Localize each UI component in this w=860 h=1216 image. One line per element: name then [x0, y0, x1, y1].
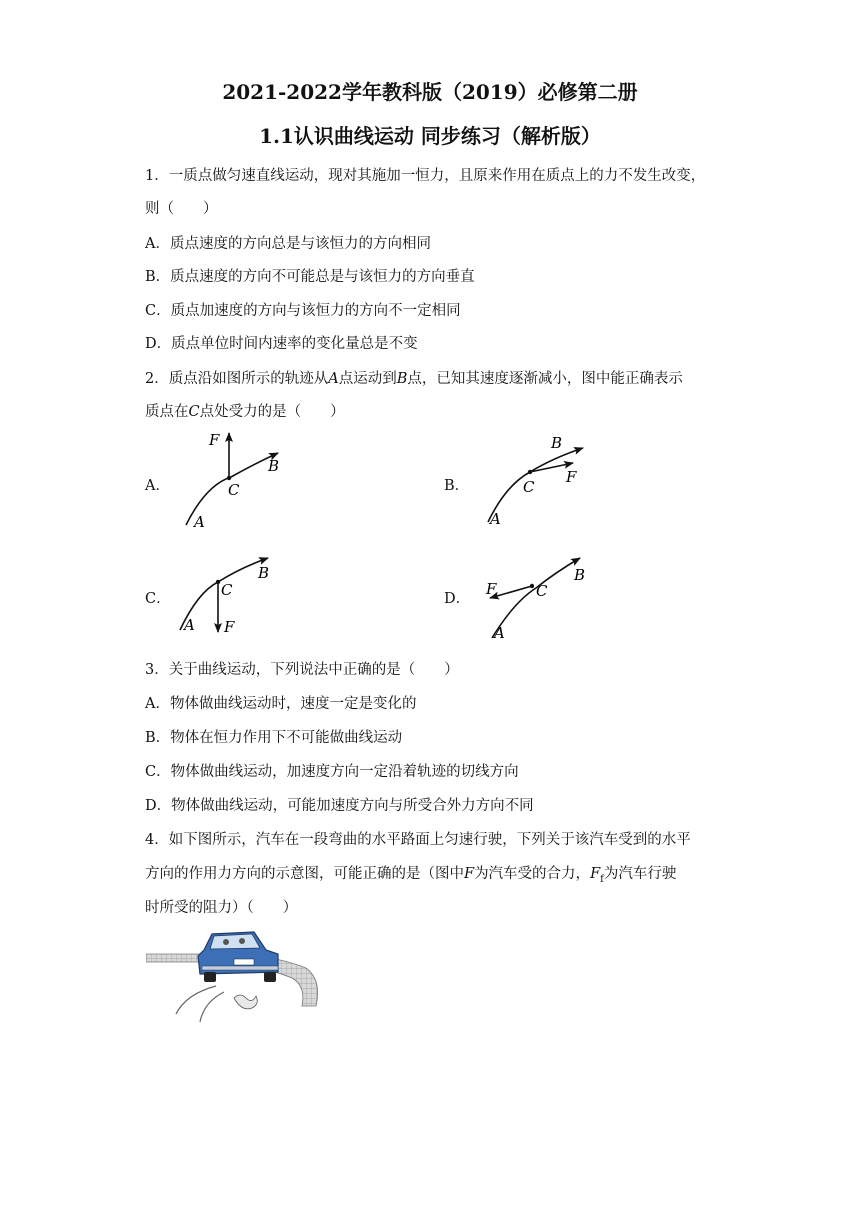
q1-option-b: B．质点速度的方向不可能总是与该恒力的方向垂直	[145, 269, 475, 285]
car-road-illustration	[146, 928, 322, 1028]
q1-option-c: C．质点加速度的方向与该恒力的方向不一定相同	[145, 303, 461, 319]
doc-title: 2021-2022学年教科版（2019）必修第二册	[222, 80, 638, 104]
q2-var-b: B	[396, 371, 408, 387]
q2-stem-text: 点处受力的是（ ）	[199, 404, 345, 420]
label-c: C	[221, 581, 233, 599]
car-icon	[198, 932, 278, 982]
q1-option-d: D．质点单位时间内速率的变化量总是不变	[145, 336, 418, 352]
point-c	[530, 584, 534, 588]
label-c: C	[228, 481, 240, 499]
q4-var-ff: F	[590, 866, 601, 882]
q4-stem-text: 为汽车行驶	[603, 866, 677, 882]
q3-option-a: A．物体做曲线运动时，速度一定是变化的	[145, 696, 417, 712]
q4-stem-line2	[145, 862, 676, 885]
q2-figure-d	[484, 550, 604, 642]
q2-figure-b	[478, 430, 598, 535]
q2-stem-text: 2．质点沿如图所示的轨迹从	[145, 371, 329, 387]
q4-stem-text: 为汽车受的合力，	[474, 866, 591, 882]
q1-stem-line1: 1．一质点做匀速直线运动，现对其施加一恒力，且原来作用在质点上的力不发生改变，	[145, 168, 706, 184]
q2-option-d-label: D．	[444, 591, 471, 607]
point-c	[528, 470, 532, 474]
point-c	[227, 476, 231, 480]
q4-var-ff-sub: f	[600, 873, 604, 885]
q4-stem-line1: 4．如下图所示，汽车在一段弯曲的水平路面上匀速行驶，下列关于该汽车受到的水平	[145, 832, 691, 848]
q3-option-c: C．物体做曲线运动，加速度方向一定沿着轨迹的切线方向	[145, 764, 519, 780]
q3-option-b: B．物体在恒力作用下不可能做曲线运动	[145, 730, 403, 746]
doc-subtitle: 1.1认识曲线运动 同步练习（解析版）	[259, 124, 601, 148]
q2-option-c-label: C．	[145, 591, 171, 607]
q2-stem-line1	[145, 367, 683, 388]
q2-stem-line2	[145, 400, 345, 421]
q2-stem-text: 点运动到	[338, 371, 397, 387]
label-c: C	[523, 478, 535, 496]
q2-option-a-label: A．	[145, 478, 170, 494]
label-c: C	[536, 582, 548, 600]
label-f: F	[566, 468, 577, 486]
q3-option-d: D．物体做曲线运动，可能加速度方向与所受合外力方向不同	[145, 798, 534, 814]
label-f: F	[209, 431, 220, 449]
label-a: A	[494, 624, 505, 642]
q2-stem-text: 质点在	[145, 404, 189, 420]
q4-var-f: F	[464, 866, 475, 882]
q2-figure-a	[176, 425, 296, 535]
q4-stem-line3: 时所受的阻力）（ ）	[145, 900, 298, 916]
dust-cloud	[234, 995, 257, 1009]
q1-option-a: A．质点速度的方向总是与该恒力的方向相同	[145, 236, 431, 252]
q2-option-b-label: B．	[444, 478, 470, 494]
label-f: F	[224, 618, 235, 636]
label-f: F	[486, 580, 497, 598]
q1-stem-line2: 则（ ）	[145, 201, 218, 217]
tire-tracks	[176, 986, 224, 1022]
label-a: A	[194, 513, 205, 531]
label-b: B	[574, 566, 586, 584]
q2-stem-text: 点，已知其速度逐渐减小，图中能正确表示	[407, 371, 683, 387]
label-b: B	[268, 457, 280, 475]
q2-var-a: A	[328, 371, 339, 387]
label-a: A	[490, 510, 501, 528]
q4-stem-text: 方向的作用力方向的示意图，可能正确的是（图中	[145, 866, 464, 882]
q2-var-c: C	[188, 404, 200, 420]
point-c	[216, 580, 220, 584]
q2-figure-c	[174, 552, 294, 642]
label-b: B	[551, 434, 563, 452]
label-b: B	[258, 564, 270, 582]
q3-stem: 3．关于曲线运动，下列说法中正确的是（ ）	[145, 662, 459, 678]
label-a: A	[184, 616, 195, 634]
